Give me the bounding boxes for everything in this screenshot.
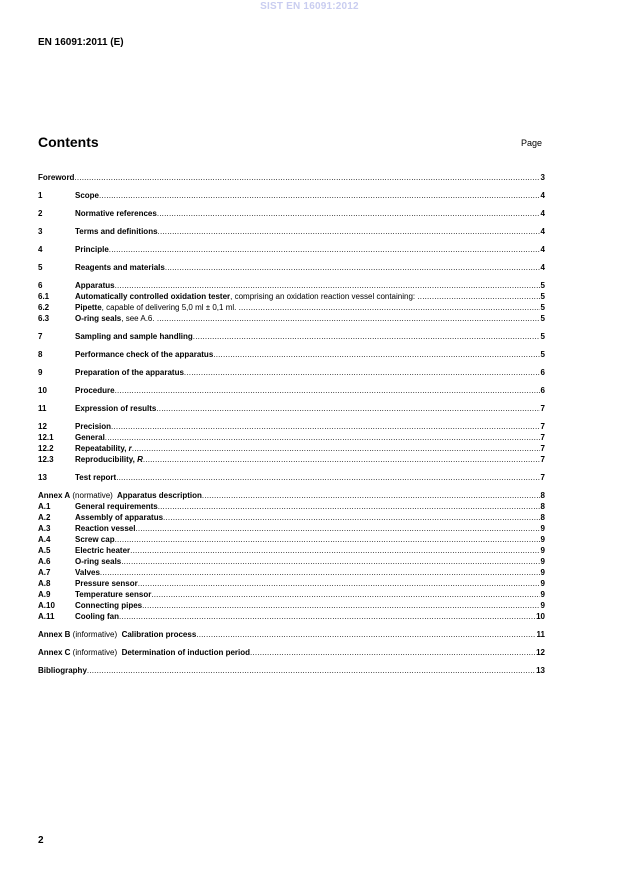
toc-entry-page: 4: [540, 209, 545, 218]
dot-leader: [163, 512, 540, 523]
dot-leader: [196, 629, 535, 640]
toc-entry-title: O-ring seals: [75, 314, 122, 323]
toc-entry[interactable]: [38, 545, 545, 556]
dot-leader: [116, 472, 539, 483]
toc-entry-number: A.6: [38, 557, 51, 566]
toc-entry-title: Reagents and materials: [75, 263, 165, 272]
toc-entry[interactable]: [38, 313, 545, 324]
toc-entry[interactable]: [38, 302, 545, 313]
toc-entry-page: 7: [540, 455, 545, 464]
dot-leader: [143, 454, 540, 465]
toc-entry-number: A.9: [38, 590, 51, 599]
toc-entry-title: Preparation of the apparatus: [75, 368, 184, 377]
toc-entry-page: 10: [536, 612, 545, 621]
toc-entry-title: Terms and definitions: [75, 227, 158, 236]
toc-entry-number: A.5: [38, 546, 51, 555]
toc-entry-number: 13: [38, 473, 47, 482]
toc-entry-symbol: r: [128, 444, 132, 453]
toc-entry-page: 7: [540, 422, 545, 431]
annex-type: (informative): [70, 630, 120, 639]
toc-entry-page: 5: [540, 332, 545, 341]
toc-entry-page: 4: [540, 263, 545, 272]
toc-entry-title: Bibliography: [38, 666, 87, 675]
toc-entry-number: A.7: [38, 568, 51, 577]
toc-entry-page: 9: [540, 601, 545, 610]
toc-entry-page: 4: [540, 191, 545, 200]
toc-entry[interactable]: [38, 385, 545, 396]
toc-entry[interactable]: [38, 421, 545, 432]
dot-leader: [119, 611, 535, 622]
dot-leader: [184, 367, 540, 378]
toc-entry-number: 5: [38, 263, 43, 272]
toc-entry-page: 9: [540, 524, 545, 533]
toc-entry-description: , capable of delivering 5,0 ml ± 0,1 ml.: [101, 303, 239, 312]
dot-leader: [130, 545, 539, 556]
document-header: EN 16091:2011 (E): [38, 37, 124, 48]
toc-entry-page: 8: [540, 491, 545, 500]
toc-entry-number: 3: [38, 227, 43, 236]
annex-title: Calibration process: [119, 630, 197, 639]
toc-entry-title: Pressure sensor: [75, 579, 138, 588]
annex-title: Determination of induction period: [119, 648, 251, 657]
page-number: 2: [38, 835, 44, 846]
toc-entry-title: Automatically controlled oxidation tester: [75, 292, 231, 301]
toc-entry-title: Cooling fan: [75, 612, 119, 621]
toc-entry-title: Temperature sensor: [75, 590, 152, 599]
toc-entry-symbol: R: [137, 455, 143, 464]
toc-entry[interactable]: [38, 534, 545, 545]
toc-entry-title: Assembly of apparatus: [75, 513, 164, 522]
toc-entry[interactable]: [38, 556, 545, 567]
toc-entry-number: 6.2: [38, 303, 50, 312]
toc-entry-page: 11: [536, 630, 545, 639]
dot-leader: [99, 190, 540, 201]
dot-leader: [213, 349, 539, 360]
toc-entry-number: 11: [38, 404, 47, 413]
toc-entry-title: Test report: [75, 473, 117, 482]
dot-leader: [74, 172, 539, 183]
toc-entry-page: 7: [540, 433, 545, 442]
toc-entry[interactable]: [38, 611, 545, 622]
toc-entry-title: Annex A: [38, 491, 71, 500]
toc-entry-page: 9: [540, 546, 545, 555]
toc-entry-page: 5: [540, 314, 545, 323]
toc-entry[interactable]: [38, 454, 545, 465]
toc-entry[interactable]: [38, 600, 545, 611]
toc-entry-title: Annex C: [38, 648, 71, 657]
toc-entry[interactable]: [38, 490, 545, 501]
toc-entry-page: 5: [540, 303, 545, 312]
toc-entry[interactable]: [38, 432, 545, 443]
dot-leader: [121, 556, 539, 567]
dot-leader: [87, 665, 535, 676]
toc-entry-title: Connecting pipes: [75, 601, 143, 610]
toc-entry[interactable]: [38, 501, 545, 512]
dot-leader: [135, 523, 539, 534]
dot-leader: [142, 600, 539, 611]
toc-entry-number: 6.3: [38, 314, 50, 323]
toc-entry-title: General requirements: [75, 502, 158, 511]
dot-leader: [109, 244, 540, 255]
annex-type: (normative): [70, 491, 116, 500]
toc-entry[interactable]: [38, 226, 545, 237]
toc-entry-number: A.1: [38, 502, 51, 511]
toc-entry-number: 8: [38, 350, 43, 359]
toc-entry-page: 6: [540, 386, 545, 395]
toc-entry-number: A.3: [38, 524, 51, 533]
toc-entry-page: 9: [540, 535, 545, 544]
toc-entry-page: 6: [540, 368, 545, 377]
toc-entry[interactable]: [38, 172, 545, 183]
watermark: SIST EN 16091:2012: [260, 1, 359, 12]
dot-leader: [417, 291, 539, 302]
dot-leader: [111, 421, 540, 432]
toc-entry-number: 12: [38, 422, 47, 431]
dot-leader: [158, 226, 540, 237]
toc-entry[interactable]: [38, 291, 545, 302]
toc-entry-title: Precision: [75, 422, 112, 431]
toc-entry[interactable]: [38, 367, 545, 378]
toc-entry[interactable]: [38, 665, 545, 676]
toc-entry-page: 7: [540, 404, 545, 413]
dot-leader: [165, 262, 540, 273]
toc-entry[interactable]: [38, 512, 545, 523]
toc-entry-title: General: [75, 433, 105, 442]
toc-entry-page: 3: [540, 173, 545, 182]
toc-entry-title: Sampling and sample handling: [75, 332, 193, 341]
toc-entry-page: 9: [540, 579, 545, 588]
toc-entry-title: Electric heater: [75, 546, 131, 555]
toc-entry-title: Reproducibility, R: [75, 455, 143, 464]
toc-entry-page: 7: [540, 444, 545, 453]
toc-entry[interactable]: [38, 190, 545, 201]
toc-entry-title: Procedure: [75, 386, 115, 395]
toc-entry[interactable]: [38, 443, 545, 454]
toc-entry[interactable]: [38, 349, 545, 360]
dot-leader: [250, 647, 535, 658]
toc-entry-page: 4: [540, 227, 545, 236]
toc-entry[interactable]: [38, 647, 545, 658]
dot-leader: [105, 432, 540, 443]
toc-entry[interactable]: [38, 331, 545, 342]
toc-entry[interactable]: [38, 244, 545, 255]
toc-entry-number: 9: [38, 368, 43, 377]
toc-entry-number: 6: [38, 281, 43, 290]
dot-leader: [193, 331, 540, 342]
toc-entry-page: 5: [540, 350, 545, 359]
page-column-label: Page: [521, 138, 543, 148]
toc-entry-number: A.4: [38, 535, 51, 544]
toc-entry-title: Normative references: [75, 209, 157, 218]
toc-entry-number: A.11: [38, 612, 55, 621]
toc-entry-number: 1: [38, 191, 43, 200]
toc-entry-number: 10: [38, 386, 47, 395]
toc-entry-title: Apparatus: [75, 281, 115, 290]
toc-entry-page: 9: [540, 557, 545, 566]
contents-title: Contents: [38, 134, 99, 150]
toc-entry-title: Scope: [75, 191, 100, 200]
dot-leader: [157, 313, 540, 324]
toc-entry[interactable]: [38, 403, 545, 414]
toc-entry-number: A.8: [38, 579, 51, 588]
annex-type: (informative): [70, 648, 120, 657]
toc-entry-page: 9: [540, 568, 545, 577]
dot-leader: [115, 534, 540, 545]
toc-entry-title: Repeatability, r: [75, 444, 132, 453]
toc-entry[interactable]: [38, 262, 545, 273]
dot-leader: [100, 567, 540, 578]
toc-entry-number: A.10: [38, 601, 55, 610]
dot-leader: [239, 302, 540, 313]
toc-entry-number: 4: [38, 245, 43, 254]
toc-entry-page: 4: [540, 245, 545, 254]
toc-entry-number: 12.3: [38, 455, 54, 464]
toc-entry[interactable]: [38, 208, 545, 219]
table-of-contents: [38, 172, 545, 676]
dot-leader: [202, 490, 540, 501]
toc-entry-description: , see A.6.: [121, 314, 157, 323]
dot-leader: [158, 501, 540, 512]
toc-entry-title: Screw cap: [75, 535, 115, 544]
toc-entry-page: 13: [536, 666, 545, 675]
toc-entry[interactable]: [38, 567, 545, 578]
toc-entry-title: Annex B: [38, 630, 71, 639]
toc-entry-title: Pipette: [75, 303, 102, 312]
toc-entry-title: Performance check of the apparatus: [75, 350, 214, 359]
toc-entry[interactable]: [38, 578, 545, 589]
toc-entry-number: 12.2: [38, 444, 54, 453]
dot-leader: [151, 589, 539, 600]
toc-entry[interactable]: [38, 589, 545, 600]
toc-entry-title: Reaction vessel: [75, 524, 136, 533]
toc-entry[interactable]: [38, 280, 545, 291]
toc-entry-number: 2: [38, 209, 43, 218]
toc-entry-description: , comprising an oxidation reaction vessel containing:: [230, 292, 418, 301]
toc-entry-page: 9: [540, 590, 545, 599]
dot-leader: [138, 578, 540, 589]
toc-entry-page: 8: [540, 502, 545, 511]
toc-entry[interactable]: [38, 472, 545, 483]
toc-entry[interactable]: [38, 523, 545, 534]
toc-entry-title: Foreword: [38, 173, 75, 182]
toc-entry-page: 5: [540, 281, 545, 290]
dot-leader: [115, 280, 540, 291]
toc-entry-title: Expression of results: [75, 404, 157, 413]
toc-entry-page: 8: [540, 513, 545, 522]
toc-entry-number: 7: [38, 332, 43, 341]
toc-entry-title: O-ring seals: [75, 557, 122, 566]
toc-entry-page: 7: [540, 473, 545, 482]
dot-leader: [115, 385, 540, 396]
toc-entry-title: Valves: [75, 568, 100, 577]
dot-leader: [132, 443, 540, 454]
toc-entry-number: A.2: [38, 513, 51, 522]
dot-leader: [157, 208, 540, 219]
toc-entry-number: 6.1: [38, 292, 50, 301]
toc-entry-page: 5: [540, 292, 545, 301]
toc-entry[interactable]: [38, 629, 545, 640]
annex-title: Apparatus description: [115, 491, 202, 500]
toc-entry-page: 12: [536, 648, 545, 657]
toc-entry-number: 12.1: [38, 433, 54, 442]
toc-entry-title: Principle: [75, 245, 109, 254]
dot-leader: [156, 403, 539, 414]
